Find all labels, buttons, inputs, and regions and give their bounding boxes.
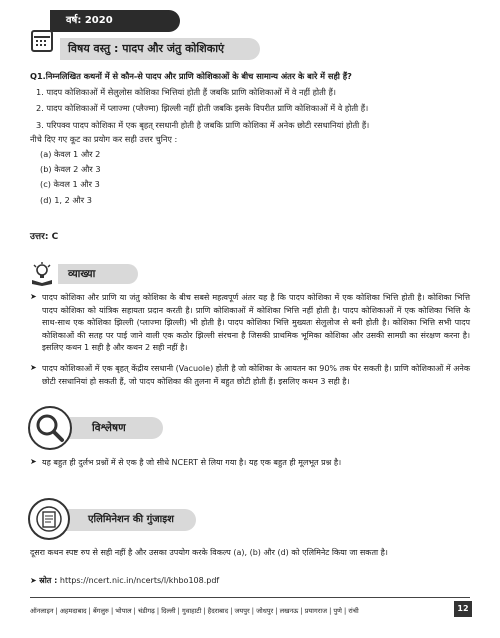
- source-line: [30, 575, 219, 586]
- footer-cities: ऑनलाइन | अहमदाबाद | बेंगलुरु | भोपाल | चंडीगढ़ | दिल्ली | गुवाहाटी | हैदराबाद | जयपुर | जोधपुर | लखनऊ | प्रयागराज | पुणे | रांची: [30, 607, 359, 615]
- analysis-text: यह बहुत ही दुर्लभ प्रश्नों में से एक है जो सीधे NCERT से लिया गया है। यह एक बहुत ही मूलभूत प्रश्न है।: [42, 458, 342, 467]
- explanation-bullet-2: [30, 363, 470, 388]
- explanation-text-1: पादप कोशिका और प्राणि या जंतु कोशिका के बीच सबसे महत्वपूर्ण अंतर यह है कि पादप कोशिका में एक कोशिका भित्ति होती है। कोशिका भित्ति पादप कोशिका को यांत्रिक सहायता प्रदान करती है। प्राणि कोशिकाओं में कोशिका भित्ति नहीं होती है। पादप कोशिकाओं में एक कोशिका भित्ति के साथ-साथ एक कोशिका झिल्ली (प्लाज्मा झिल्ली) भी होती है। पादप कोशिका भित्ति मुख्यतः सेलुलोज से बनी होती है। कोशिका भित्ति सभी पादप कोशिकाओं की सतह पर पाई जाने वाली एक कठोर झिल्ली संरचना है जिसकी प्राथमिक भूमिका कोशिका और उसकी सामग्री का संरक्षण करना है। इसलिए कथन 1 सही है और कथन 2 सही नहीं है।: [42, 293, 470, 353]
- source-link[interactable]: https://ncert.nic.in/ncerts/l/khbo108.pdf: [59, 576, 220, 585]
- instruction: नीचे दिए गए कूट का प्रयोग कर सही उत्तर चुनिए :: [30, 133, 178, 144]
- bullet-arrow-icon: ➤: [30, 363, 37, 372]
- calendar-icon: [31, 30, 53, 52]
- analysis-title: विश्लेषण: [92, 422, 126, 434]
- question-block: [30, 70, 480, 207]
- analysis-bullet: [30, 457, 470, 470]
- question-text: Q1.निम्नलिखित कथनों में से कौन-से पादप और प्राणि कोशिकाओं के बीच सामान्य अंतर के बारे में सही हैं?: [30, 71, 352, 81]
- explanation-banner: [58, 264, 138, 284]
- explanation-title: व्याख्या: [68, 268, 96, 280]
- source-label: स्रोत :: [39, 576, 58, 585]
- magnifier-icon: [28, 406, 72, 450]
- answer-label: उत्तर: C: [30, 232, 59, 242]
- bullet-arrow-icon: ➤: [30, 576, 37, 585]
- elimination-banner: [48, 509, 196, 531]
- lightbulb-book-icon: [30, 262, 54, 286]
- year-tag: वर्ष: 2020: [50, 10, 180, 32]
- bullet-arrow-icon: ➤: [30, 457, 37, 466]
- statement-3: 3. परिपक्व पादप कोशिका में एक बृहत् रसधानी होती है जबकि प्राणि कोशिका में अनेक छोटी रसधानियां होती हैं।: [36, 119, 370, 130]
- elimination-text: दूसरा कथन स्पष्ट रुप से सही नहीं है और उसका उपयोग करके विकल्प (a), (b) और (d) को एलिमिनेट किया जा सकता है।: [30, 548, 388, 557]
- option-d: (d) 1, 2 और 3: [40, 194, 92, 205]
- statement-1: 1. पादप कोशिकाओं में सेलुलोस कोशिका भित्तियां होती हैं जबकि प्राणि कोशिकाओं में वे नहीं होती हैं।: [36, 87, 336, 98]
- elimination-title: एलिमिनेशन की गुंजाइश: [88, 514, 174, 525]
- bullet-arrow-icon: ➤: [30, 292, 37, 301]
- option-b: (b) केवल 2 और 3: [40, 164, 101, 175]
- statement-2: 2. पादप कोशिकाओं में प्लाज्मा (प्लैज्मा) झिल्ली नहीं होती जबकि इसके विपरीत प्राणि कोशिकाओं में वे होती हैं।: [36, 103, 369, 114]
- footer-divider: [30, 597, 470, 598]
- option-a: (a) केवल 1 और 2: [40, 149, 101, 160]
- explanation-text-2: पादप कोशिकाओं में एक बृहत् केंद्रीय रसधानी (Vacuole) होती है जो कोशिका के आयतन का 90% तक घेर सकती है। प्राणि कोशिकाओं में अनेक छोटी रसधानियां हो सकती हैं, जो पादप कोशिका की तुलना में बहुत छोटी होती हैं। इसलिए कथन 3 सही है।: [42, 364, 470, 386]
- topic-banner: विषय वस्तु : पादप और जंतु कोशिकाएं: [60, 38, 260, 60]
- page-number: 12: [454, 601, 472, 617]
- target-document-icon: [28, 498, 70, 540]
- option-c: (c) केवल 1 और 3: [40, 179, 100, 190]
- explanation-bullet-1: [30, 292, 470, 355]
